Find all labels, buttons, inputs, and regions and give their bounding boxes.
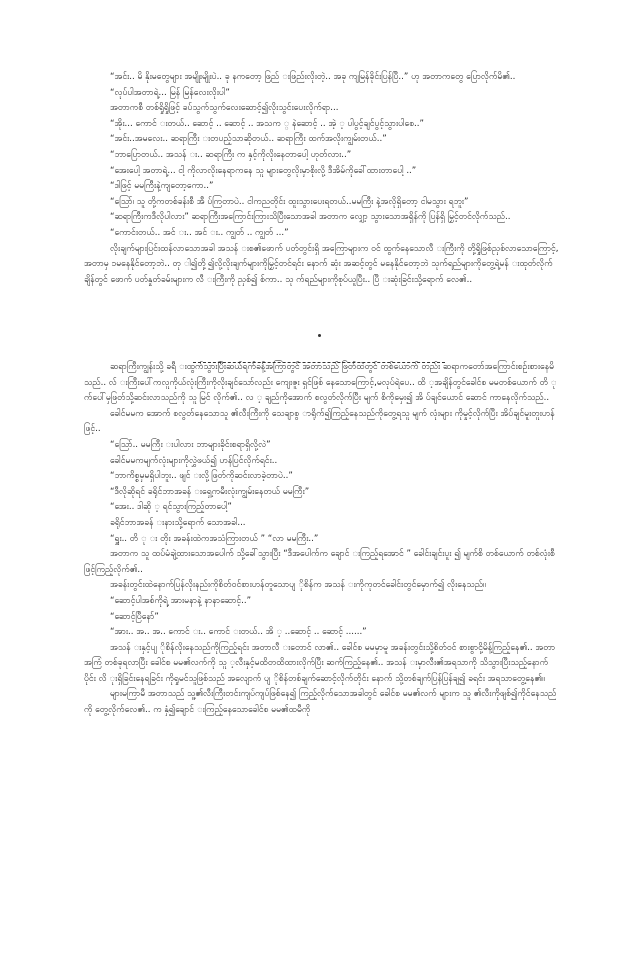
paragraph: “အင်း.. မိ နိုးမတွေများ အမျိုးမျိုးပဲ.. ခု နကတော့ ဖြည် းဖြည်းလိုးတဲ့.. အခု ကျမြန်ခိုင်းပြန်ပြီ..” ဟု အတာကတွေ ပြောလိုက်မိ၏.. (110, 72, 516, 82)
paragraph: “ဒီလိုဆိုရင် ခရိုင်ဘာအခန် းရှေ့ကမီးလုံးကျွမ်းနေတယ် မမကြီး” (110, 486, 310, 497)
paragraph: အတာက သူ ထပ်မံချဲ့ထားသောအပေါက် သို့ခေါ်သွားပြီး “ဒီအပေါက်က ချောင် းကြည့်ရအောင် ” ခေါင်းချင်းပူး ၍ မျက်စိ တစ်ယောက် တစ်လုံးစီဖြင့်ကြည့်လိုက်၏.. (84, 549, 555, 575)
paragraph: ဆရာကြီးကျွန်းသို့ ခရီ းထွက်သွားပြီးဆယ်ရက်ခန့်အကြာတွင် အတာသည် ဖြတ်ထဲတွင် တစ်ယောက် တည်း ဆရာကတော်အကြောင်းစဉ်းစားနေမိ သည်.. လ် းကြီးပေါ်ကလူကိုယ်လုံးကြီးကိုလိုးချင်သော်လည်း ကျေးဇူး ရှင်ဖြစ် နေသောကြောင့်,မလုပ်ရဲပေ.. ထိ ့အချိန်တွင်ခေါင်စ မမတစ်ယောက် တိ ုက်ပေါ်မှဖြတ်သို့ဆင်းလာသည်ကို သူ မြင် လိုက်၏.. လ ့ ချည်ကိုအောက် စလွတ်လိုက်ပြီး မျက် စိကိုမှေး၍ အိ ပ်ချင်ယောင် ဆောင် ကာနေလိုက်သည်.. (84, 362, 557, 404)
paragraph: “ဆရာကြီးကဒီလိုပါလား” ဆရာကြီးအကြောင်းကြားသိပြီးသောအခါ အတာက လျှော့ သွားသောအရှိန်ကို ပြန်ရှိ မြှင့်တင်လိုက်သည်.. (110, 212, 511, 223)
paragraph: ခေါင်မမက အောက် စလွတ်နေသောသူ ၏လီးကြီးကို သေချာစွ ာရိုက်၍ကြည့်နေသည်ကိုတွေ့ရသူ မျက် လုံးများ ကိုမှုင့်လိုက်ပြီး အိပ်ချင်မူးတူးဟန်ဖြင့်.. (84, 408, 555, 435)
paragraph: “အေးပေါ့ အတာရဲ့... ငါ့ ကိုလာလိုးနေရာကနေ သူ များတွေလိုးမှာစိုးလို့ ဒီအိမ်ကိုခေါ်ထားတာပေါ့ ..” (110, 165, 417, 176)
paragraph: “ဩော်၊ သူ တို့ကတစ်ခန်းစီ အီ ပ်ကြတာပဲ.. ငါကညတိုင်း ထူးသွားပေးရတယ်..မမကြီး နဲ့အလိုရှိတော့ ငါမသွား ရဘူး” (110, 196, 469, 207)
paragraph: “အေး.. ဒါဆို ့ ရင်သွားကြည့်တာပေါ့” (110, 502, 232, 513)
paragraph: “အား.. အ.. အ.. ကောင် း.. ကောင် းတယ်.. အိ ့ ..ဆောင့် .. ဆောင့် ......” (110, 627, 367, 638)
paragraph: အခန်းတွင်းထဲနောက်ပြန်လိုးနည်းကိုစိတ်ဝင်စားဟန်တူသောပျ ိုစိန်က အသန် းကိုကုတင်ခေါင်းတွင်မှောက်၍ လိုးနေသည်။ (110, 580, 486, 591)
paragraph: “ဘာပြောတယ်.. အသန် း.. ဆရာကြီး က နှင့်ကိုလိုးနေတာပေါ့ ဟုတ်လား..” (110, 149, 352, 160)
separator-dot (318, 334, 321, 337)
paragraph: “ဆောင့်ပါအစ်ကိုရဲ့ အားမနာနဲ့ နာနာဆောင့်..” (110, 595, 252, 606)
paragraph: ခရိုင်ဘာအခန် းနားသို့ရောက် သောအခါ... (110, 517, 246, 528)
paragraph: “ဩော်.. မမကြီး းပါလား ဘာများခိုင်းစရာရှိလို့လဲ” (110, 439, 271, 450)
paragraph: “အင်း..အမလေး.. ဆရာကြီး းတပည့်သာဆိုတယ်.. ဆရာကြီး ထက်အလိုးကျွမ်းတယ်..” (110, 134, 387, 145)
section-two (84, 360, 560, 719)
paragraph: “လုပ်ပါအတာရဲ့... မြန် မြန်လေးလိုးပါ” (110, 87, 230, 98)
paragraph: ခေါင်မမကမျက်လုံးများကိုလွှဲဖယ်၍ ဟန်ပြင်လိုက်ရင်း.. (110, 455, 278, 466)
paragraph: “အိုး... ကောင် းတယ်.. ဆောင့် .. ဆောင့် .. အသက ္ နဲဆောင့် .. အဲ့ ့ ပါပွင့်ချင်ပွင့်သွားပါစေ..” (110, 118, 424, 129)
paragraph: “ဒါဖြင့် မမကြီးနဲ့ကျတော့ကော..” (110, 181, 214, 192)
section-one (84, 70, 560, 288)
paragraph: “ရှူး.. တိ ု း တိုး အခန်းထဲကအသံကြားတယ် ” “လာ မမကြီး..” (110, 533, 319, 544)
paragraph: အသန် းနှင့်ပျ ိုစိန်လိုးနေသည်ကိုကြည့်ရင်း အတာလီ းတောင် လာ၏.. ခေါင်စ မမမှာမူ အခန်းတွင်းသို့စိတ်ဝင် စားစွာငို့မိန့်ကြည့်နေ၏.. အတာအကြံ တစ်ခုရလာပြီး ခေါင်စ မမ၏လက်ကို သူ ့လီးနှင့်မထိတထိထားလိုက်ပြီး ဆက်ကြည့်နေ၏.. အသန် းမှာလီး၏အရသာကို သိသွားပြီးသည့်နောက် ပိုင်း လိ ုးရှိခြင်းနေရခြင်း ကိုရှုမင်သူဖြစ်သည် အလျောက် ပျ ိုစိန်တစ်ချက်ဆောင့်လိုက်တိုင်း နောက် သို့တစ်ချက်ပြန်ပြန်ချ၍ ခရင်း အရသာတွေ့နေ၏။ (84, 642, 556, 684)
paragraph: “ဆောင့်ပြီနော်” (110, 611, 159, 622)
paragraph: အတာကစီ တစ်ရှိုရှိုဖြင့် ခပ်သွက်သွက်လေးဆောင့်၍လိုးသွင်းပေးလိုက်ရာ... (110, 103, 339, 114)
paragraph: “ဘာကိစ္စမှမရှိပါဘူး.. ဖျင် းလို့ဖြတ်ကိုဆင်းလာခဲ့တာပဲ..” (110, 471, 293, 482)
paragraph: လိုးချက်များပြင်းထန်လာသောအခါ အသန် းစ၏ဖောက် ပတ်တွင်းရှိ အကြောများက ဝင် ထွက်နေသောလီ းကြီးကို တို့ရှိုဖြစ်ညှစ်လာသောကြောင့်, အတာမှ ၁မနေနိုင်တော့ဘဲ.. တု ါ၍တို့၍လို့လိုးချက်များကိုမြှင့်တင်ရင်း နောက် ဆုံး အဆင့်တွင် မနေနိုင်တော့ဘဲ သုက်ရည်များကိုတွေ့ရဲ့မန် းထုတ်လိုက်ချိန်တွင် ဖောက် ပတ်နှုတ်ခမ်းများက လီ းကြီးကို ညှစ်၍ စ်ကာ.. သု က်ရည်များကိုစုပ်ယူပြီး.. ပြီ းဆုံးခြင်းသို့ရောက် လေ၏.. (84, 243, 559, 285)
paragraph: “ကောင်းတယ်.. အင် း.. အင် း.. ကျွတ် .. ကျွတ် ...” (110, 227, 289, 238)
paragraph: များမကြာမီ အတာသည် သူ့၏လီးကြီးတင်းကျပ်ကျပ်ဖြစ်နေ၍ ကြည့်လိုက်သောအခါတွင် ခေါင်စ မမ၏လက် များက သူ ၏လီးကိုဖျစ်၍ကိုင်နေသည် ကို တွေ့လိုက်လေ၏.. က နှံ၍ချောင် းကြည့်နေသောခေါင်စ မမ၏ထမီကို (84, 689, 557, 716)
